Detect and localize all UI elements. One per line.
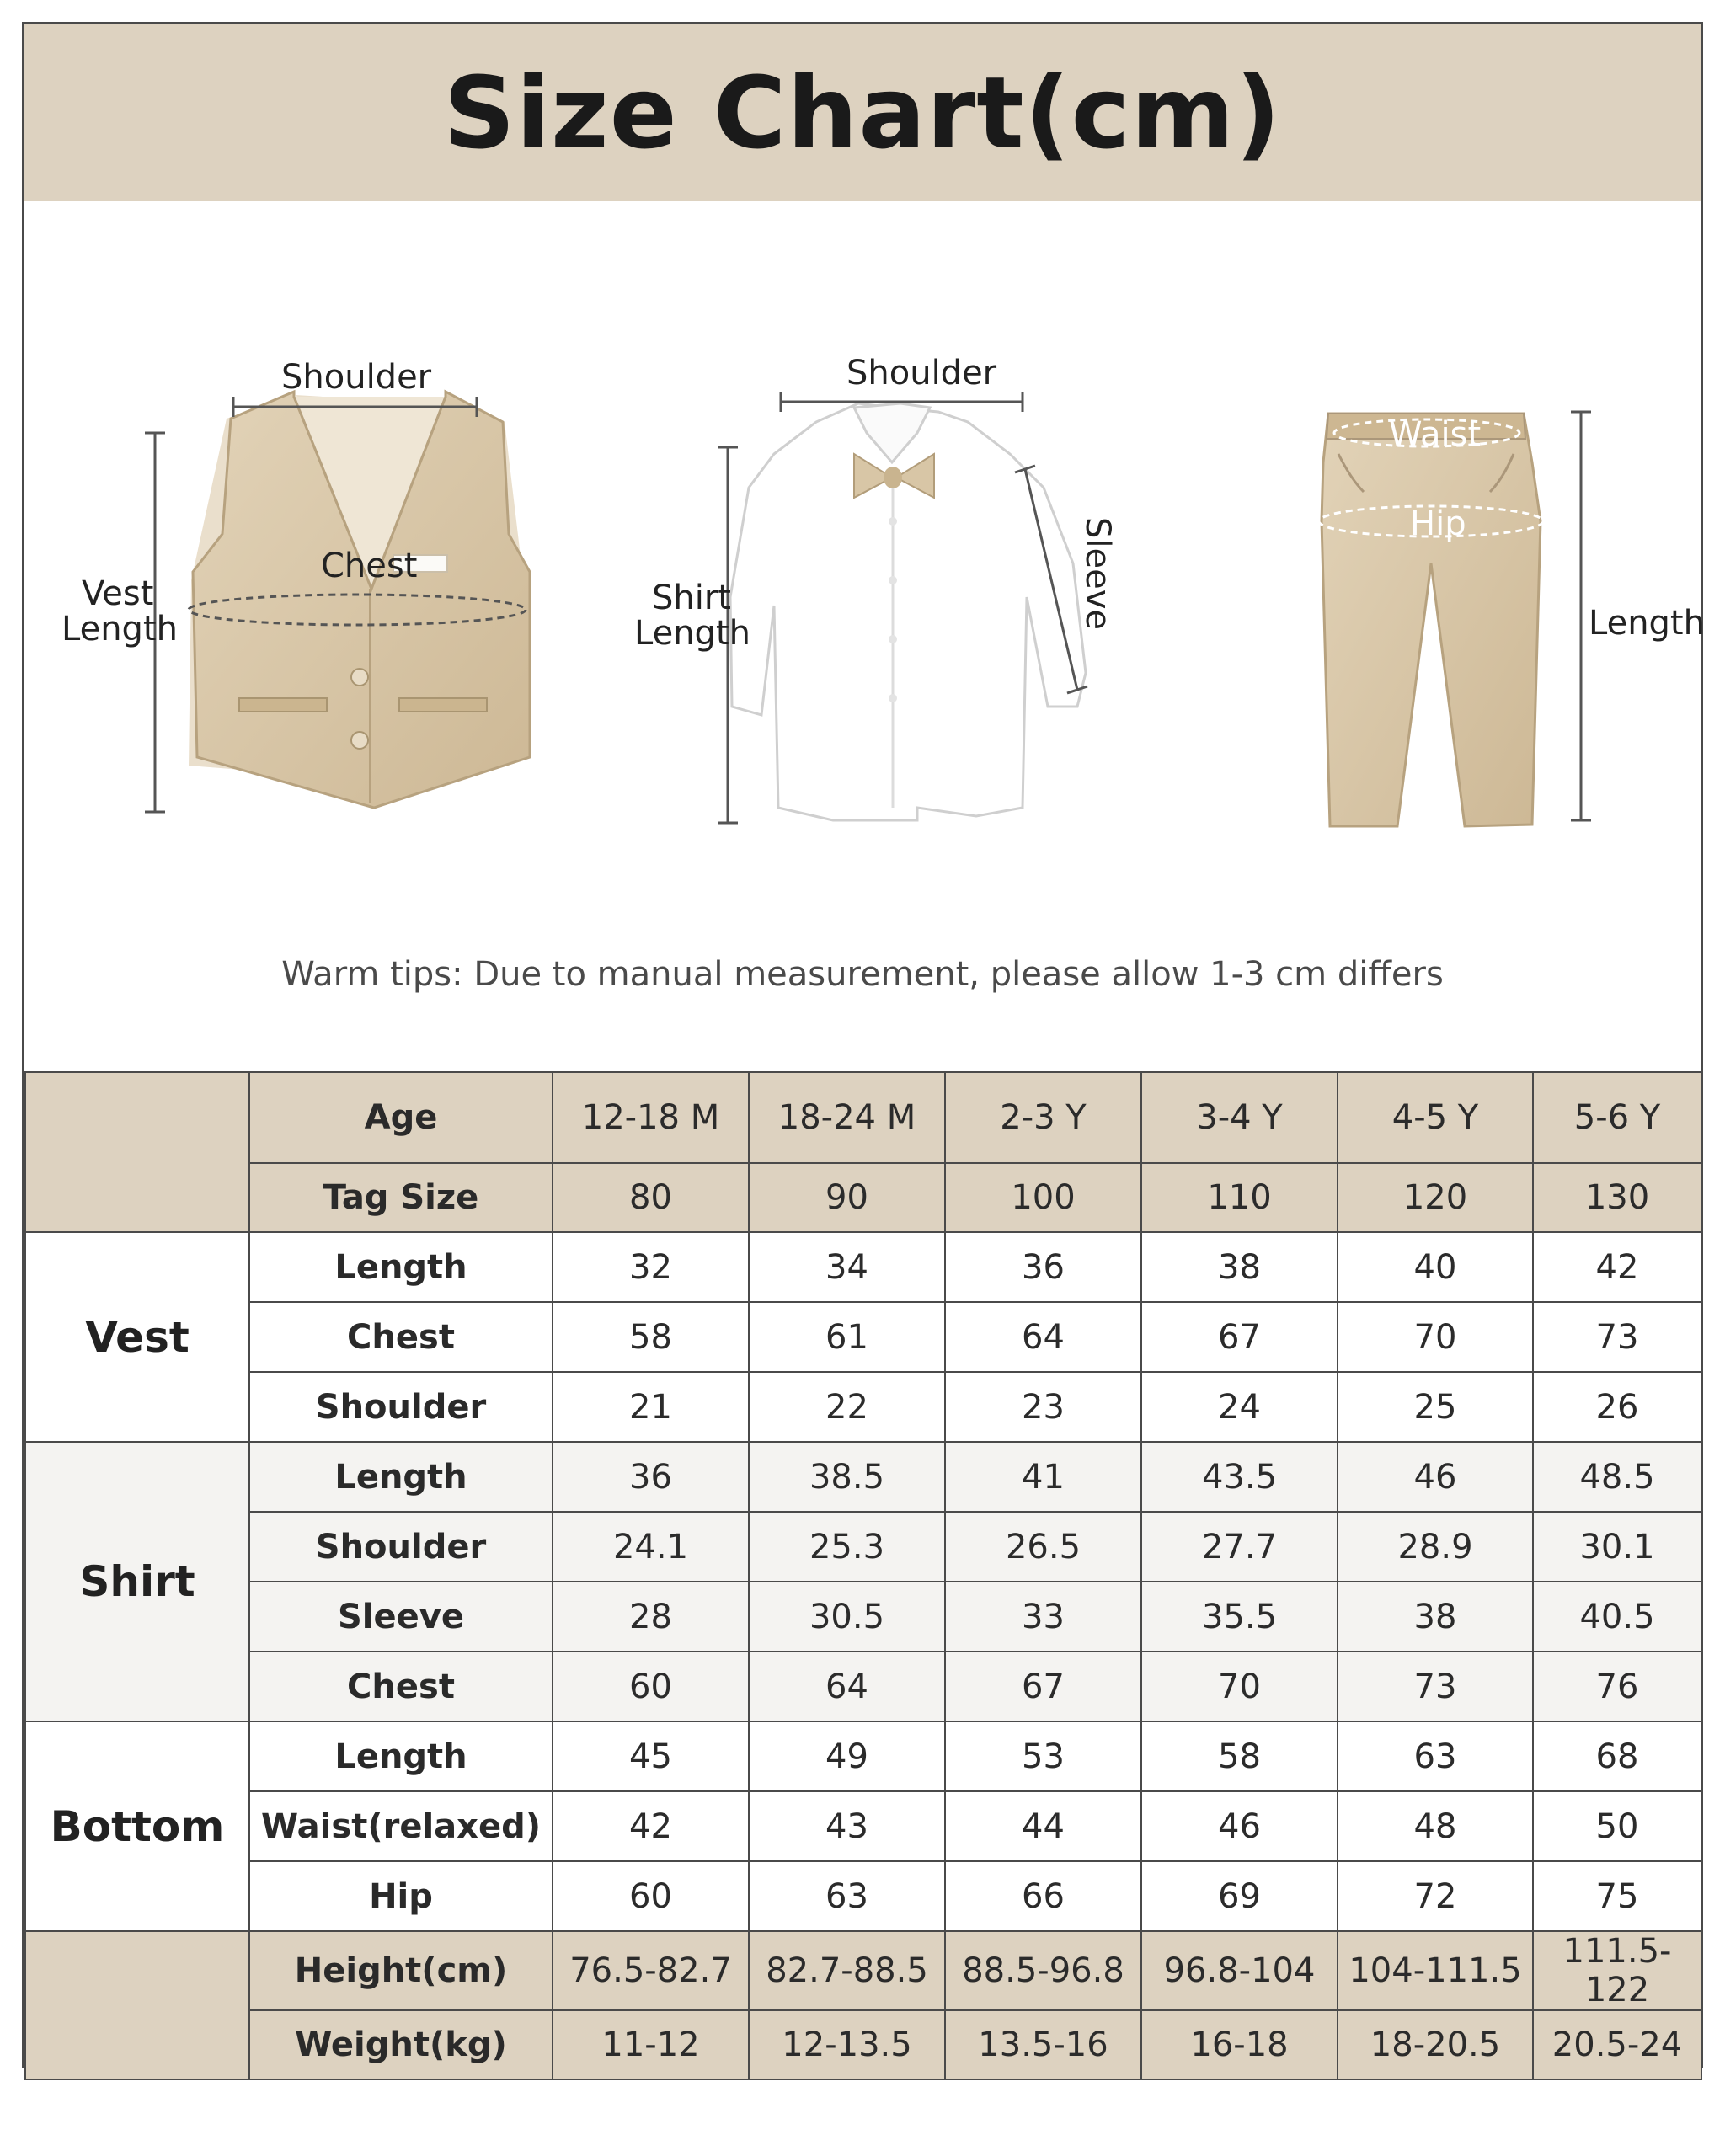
row-label: Length	[249, 1232, 553, 1302]
table-cell: 30.5	[749, 1582, 945, 1652]
table-cell: 11-12	[553, 2010, 749, 2079]
table-cell: 72	[1338, 1861, 1533, 1931]
group-label: Bottom	[25, 1721, 249, 1931]
table-row	[25, 1721, 1701, 1791]
table-cell: 53	[945, 1721, 1141, 1791]
table-cell: 48.5	[1533, 1442, 1701, 1512]
table-row	[25, 1302, 1701, 1372]
table-cell: 75	[1533, 1861, 1701, 1931]
shirt-shoulder-label: Shoulder	[846, 354, 997, 392]
table-cell: 4-5 Y	[1338, 1072, 1533, 1163]
table-cell: 5-6 Y	[1533, 1072, 1701, 1163]
row-label: Weight(kg)	[249, 2010, 553, 2079]
row-label: Waist(relaxed)	[249, 1791, 553, 1861]
table-cell: 38	[1141, 1232, 1338, 1302]
shirt-length-label-1: Shirt	[652, 579, 731, 617]
table-cell: 58	[553, 1302, 749, 1372]
table-cell: 24.1	[553, 1512, 749, 1582]
table-cell: 68	[1533, 1721, 1701, 1791]
size-table	[24, 1071, 1702, 2080]
table-cell: 23	[945, 1372, 1141, 1442]
table-cell: 38.5	[749, 1442, 945, 1512]
table-cell: 16-18	[1141, 2010, 1338, 2079]
footer-row	[25, 2010, 1701, 2079]
table-cell: 104-111.5	[1338, 1931, 1533, 2010]
table-row	[25, 1512, 1701, 1582]
table-cell: 73	[1338, 1652, 1533, 1721]
table-cell: 36	[945, 1232, 1141, 1302]
row-label: Shoulder	[249, 1372, 553, 1442]
table-cell: 76	[1533, 1652, 1701, 1721]
table-cell: 30.1	[1533, 1512, 1701, 1582]
table-cell: 58	[1141, 1721, 1338, 1791]
table-cell: 25	[1338, 1372, 1533, 1442]
table-cell: 13.5-16	[945, 2010, 1141, 2079]
shirt-length-label-2: Length	[634, 614, 750, 653]
table-row	[25, 1861, 1701, 1931]
size-chart	[22, 22, 1703, 2068]
shirt-sleeve-label: Sleeve	[1078, 517, 1117, 631]
table-cell: 12-18 M	[553, 1072, 749, 1163]
table-cell: 64	[749, 1652, 945, 1721]
table-cell: 40	[1338, 1232, 1533, 1302]
table-cell: 46	[1141, 1791, 1338, 1861]
table-cell: 42	[553, 1791, 749, 1861]
table-cell: 66	[945, 1861, 1141, 1931]
table-cell: 38	[1338, 1582, 1533, 1652]
table-cell: 40.5	[1533, 1582, 1701, 1652]
table-cell: 24	[1141, 1372, 1338, 1442]
table-cell: 63	[1338, 1721, 1533, 1791]
garment-illustrations	[24, 201, 1701, 1052]
table-cell: 35.5	[1141, 1582, 1338, 1652]
vest-chest-label: Chest	[321, 547, 418, 585]
table-cell: 73	[1533, 1302, 1701, 1372]
table-cell: 111.5-122	[1533, 1931, 1701, 2010]
table-row	[25, 1232, 1701, 1302]
table-cell: 60	[553, 1861, 749, 1931]
table-cell: 88.5-96.8	[945, 1931, 1141, 2010]
table-cell: 82.7-88.5	[749, 1931, 945, 2010]
table-cell: 120	[1338, 1163, 1533, 1232]
footer-row	[25, 1931, 1701, 2010]
table-cell: 90	[749, 1163, 945, 1232]
table-row	[25, 1372, 1701, 1442]
row-label: Shoulder	[249, 1512, 553, 1582]
table-cell: 130	[1533, 1163, 1701, 1232]
table-cell: 96.8-104	[1141, 1931, 1338, 2010]
header-row	[25, 1072, 1701, 1163]
table-cell: 41	[945, 1442, 1141, 1512]
title-band	[24, 24, 1701, 201]
table-cell: 49	[749, 1721, 945, 1791]
table-row	[25, 1791, 1701, 1861]
row-label: Chest	[249, 1302, 553, 1372]
table-cell: 18-24 M	[749, 1072, 945, 1163]
table-cell: 50	[1533, 1791, 1701, 1861]
row-label: Length	[249, 1442, 553, 1512]
pants-image	[1322, 414, 1541, 826]
table-cell: 80	[553, 1163, 749, 1232]
table-cell: 44	[945, 1791, 1141, 1861]
table-cell: 64	[945, 1302, 1141, 1372]
row-label: Chest	[249, 1652, 553, 1721]
table-cell: 26	[1533, 1372, 1701, 1442]
row-label: Sleeve	[249, 1582, 553, 1652]
table-cell: 43.5	[1141, 1442, 1338, 1512]
table-cell: 48	[1338, 1791, 1533, 1861]
table-row	[25, 1652, 1701, 1721]
table-cell: 27.7	[1141, 1512, 1338, 1582]
group-label: Shirt	[25, 1442, 249, 1721]
footer-corner	[25, 1931, 249, 2079]
row-label: Tag Size	[249, 1163, 553, 1232]
vest-length-label-2: Length	[61, 610, 178, 648]
table-cell: 22	[749, 1372, 945, 1442]
table-cell: 26.5	[945, 1512, 1141, 1582]
table-cell: 45	[553, 1721, 749, 1791]
table-cell: 67	[945, 1652, 1141, 1721]
header-row	[25, 1163, 1701, 1232]
group-label: Vest	[25, 1232, 249, 1442]
table-cell: 63	[749, 1861, 945, 1931]
header-corner	[25, 1072, 249, 1232]
table-cell: 43	[749, 1791, 945, 1861]
table-cell: 20.5-24	[1533, 2010, 1701, 2079]
vest-length-label-1: Vest	[82, 574, 154, 613]
page-title: Size Chart(cm)	[443, 55, 1282, 171]
table-cell: 70	[1141, 1652, 1338, 1721]
table-cell: 32	[553, 1232, 749, 1302]
table-cell: 42	[1533, 1232, 1701, 1302]
vest-shoulder-label: Shoulder	[281, 358, 432, 397]
pants-length-label: Length	[1589, 604, 1705, 643]
table-cell: 36	[553, 1442, 749, 1512]
row-label: Length	[249, 1721, 553, 1791]
table-cell: 60	[553, 1652, 749, 1721]
row-label: Hip	[249, 1861, 553, 1931]
table-cell: 61	[749, 1302, 945, 1372]
table-cell: 2-3 Y	[945, 1072, 1141, 1163]
table-cell: 28	[553, 1582, 749, 1652]
table-cell: 67	[1141, 1302, 1338, 1372]
table-cell: 70	[1338, 1302, 1533, 1372]
pants-hip-label: Hip	[1410, 504, 1466, 543]
table-cell: 100	[945, 1163, 1141, 1232]
table-cell: 33	[945, 1582, 1141, 1652]
table-cell: 3-4 Y	[1141, 1072, 1338, 1163]
warm-tip: Warm tips: Due to manual measurement, please allow 1-3 cm differs	[281, 955, 1444, 994]
table-row	[25, 1442, 1701, 1512]
table-cell: 110	[1141, 1163, 1338, 1232]
pants-waist-label: Waist	[1389, 415, 1482, 454]
table-cell: 34	[749, 1232, 945, 1302]
table-cell: 46	[1338, 1442, 1533, 1512]
table-cell: 18-20.5	[1338, 2010, 1533, 2079]
table-cell: 69	[1141, 1861, 1338, 1931]
row-label: Age	[249, 1072, 553, 1163]
garment-diagram	[24, 201, 1705, 1052]
table-row	[25, 1582, 1701, 1652]
table-cell: 25.3	[749, 1512, 945, 1582]
row-label: Height(cm)	[249, 1931, 553, 2010]
table-cell: 76.5-82.7	[553, 1931, 749, 2010]
table-cell: 21	[553, 1372, 749, 1442]
table-cell: 28.9	[1338, 1512, 1533, 1582]
table-cell: 12-13.5	[749, 2010, 945, 2079]
